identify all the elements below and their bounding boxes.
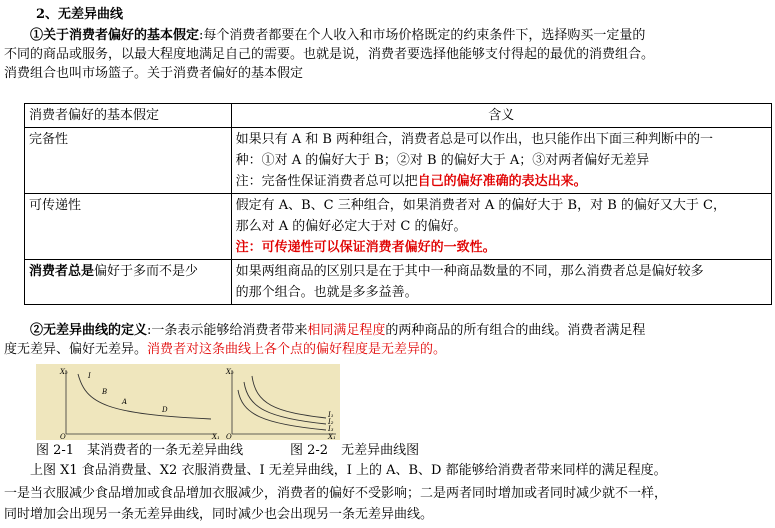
table-header-cell: 含义: [231, 104, 771, 128]
caption-fig-2-1: 图 2-1 某消费者的一条无差异曲线: [36, 443, 244, 458]
point-label: D: [162, 406, 168, 414]
meaning-line: 种：①对 A 的偏好大于 B；②对 B 的偏好大于 A；③对两者偏好无差异: [235, 153, 650, 168]
point-label: B: [102, 388, 108, 396]
x-axis-label: X₁: [212, 433, 220, 440]
curve-label: I: [88, 372, 91, 380]
preference-table: [24, 103, 772, 305]
table-header-row: [25, 104, 772, 128]
meaning-line: 假定有 A、B、C 三种组合，如果消费者对 A 的偏好大于 B，对 B 的偏好又大于 C，: [235, 198, 726, 213]
table-row: [25, 260, 772, 305]
x-axis-label: X₁: [328, 433, 336, 440]
para1-line2: 不同的商品或服务，以最大程度地满足自己的需要。也就是说，消费者要选择他能够支付得起的最优的消费组合。: [4, 47, 655, 62]
origin-label: O: [226, 433, 232, 440]
para1-heading: ①关于消费者偏好的基本假定: [30, 28, 200, 43]
caption-fig-2-2: 图 2-2 无差异曲线图: [290, 443, 420, 458]
origin-label: O: [60, 433, 66, 440]
meaning-note: 注：可传递性可以保证消费者偏好的一致性。: [235, 240, 496, 255]
para2-line1: ②无差异曲线的定义:一条表示能够给消费者带来相同满足程度的两种商品的所有组合的曲线。消费者满足程: [30, 323, 646, 338]
para1-line3: 消费组合也叫市场篮子。关于消费者偏好的基本假定: [4, 66, 304, 81]
para3-line2: 一是当衣服减少食品增加或食品增加衣服减少，消费者的偏好不受影响；二是两者同时增加或者同时减少就不一样，: [4, 486, 668, 501]
indifference-map-figure: [224, 364, 340, 440]
table-row: [25, 194, 772, 260]
para3-line1: 上图 X1 食品消费量、X2 衣服消费量、I 无差异曲线，I 上的 A、B、D 都能够给消费者带来同样的满足程度。: [30, 463, 667, 478]
para1-line1: [30, 27, 645, 45]
table-row: [25, 128, 772, 194]
para2-heading: ②无差异曲线的定义: [30, 323, 148, 338]
indifference-curve-figure: [36, 364, 224, 440]
section-title: 2、无差异曲线: [36, 7, 124, 22]
para1-text: :每个消费者都要在个人收入和市场价格既定的约束条件下，选择购买一定量的: [199, 28, 646, 43]
meaning-line: 那么对 A 的偏好必定大于对 C 的偏好。: [235, 219, 467, 234]
point-label: A: [122, 398, 128, 406]
row-name: 可传递性: [25, 194, 232, 260]
row-meaning: [231, 128, 771, 194]
curve-i2: [244, 382, 326, 424]
curve-i1: [252, 376, 326, 418]
row-meaning: [231, 194, 771, 260]
y-axis-label: X₂: [60, 368, 68, 376]
para3-line3: 同时增加会出现另一条无差异曲线，同时减少也会出现另一条无差异曲线。: [4, 507, 434, 522]
curve-label: I₂: [328, 418, 334, 426]
meaning-line: 如果两组商品的区别只是在于其中一种商品数量的不同，那么消费者总是偏好较多: [235, 264, 704, 279]
y-axis-label: X₂: [226, 368, 234, 376]
figure-2-2: [224, 364, 340, 440]
row-meaning: [231, 260, 771, 305]
para2-line2: 度无差异、偏好无差异。消费者对这条曲线上各个点的偏好程度是无差异的。: [4, 342, 447, 357]
meaning-line: 的那个组合。也就是多多益善。: [235, 285, 418, 300]
figure-2-1: [36, 364, 224, 440]
meaning-line: 如果只有 A 和 B 两种组合，消费者总是可以作出，也只能作出下面三种判断中的一: [235, 132, 714, 147]
table-header-cell: 消费者偏好的基本假定: [25, 104, 232, 128]
curve-label: I₁: [328, 411, 334, 419]
curve-label: I₃: [328, 425, 334, 433]
row-name: 消费者总是偏好于多而不是少: [25, 260, 232, 305]
meaning-note: 注：完备性保证消费者总可以把自己的偏好准确的表达出来。: [235, 174, 587, 189]
row-name: 完备性: [25, 128, 232, 194]
curve-i: [78, 374, 211, 419]
